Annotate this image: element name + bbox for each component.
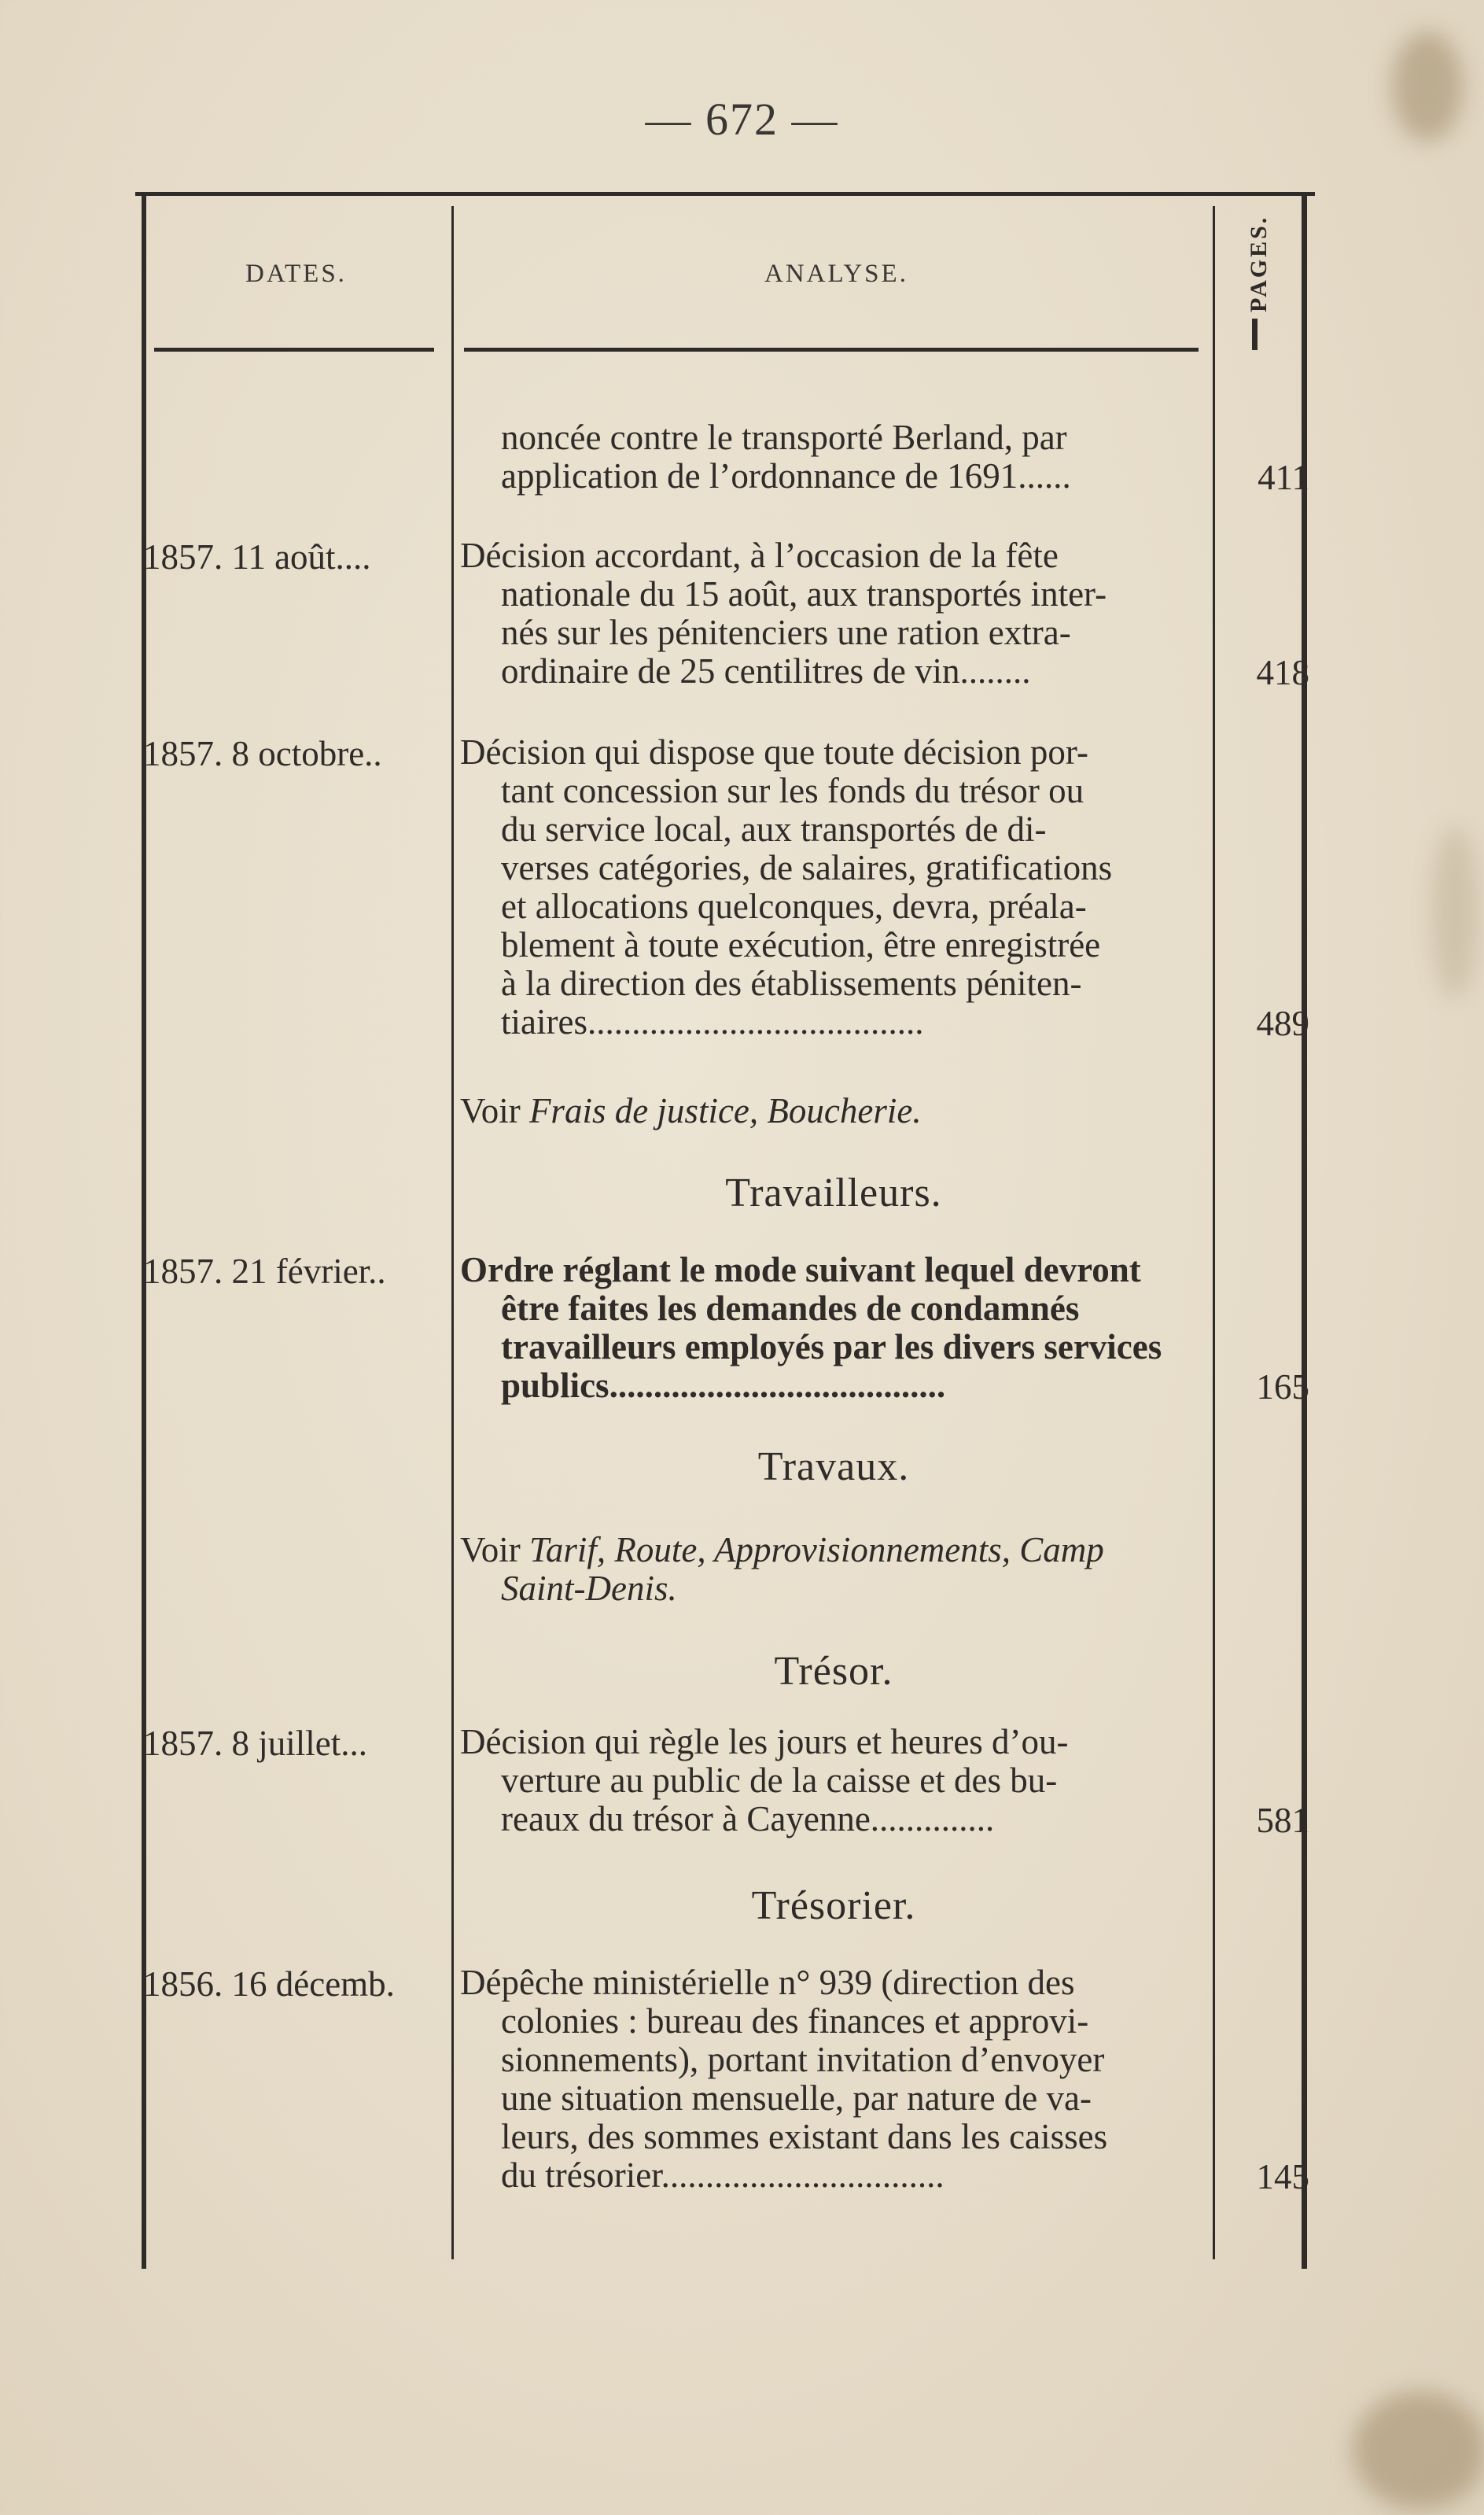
see-also-prefix: Voir	[460, 1530, 529, 1569]
entry-line: noncée contre le transporté Berland, par	[501, 419, 1067, 457]
paper-stain	[1353, 2391, 1484, 2509]
entry-date: 1857. 8 juillet...	[143, 1724, 367, 1763]
page-reference: 411	[1258, 458, 1309, 497]
entry-line: une situation mensuelle, par nature de va-	[501, 2079, 1092, 2118]
entry-line: blement à toute exécution, être enregistrée	[501, 926, 1101, 964]
entry-line: tiaires......................................	[501, 1003, 924, 1042]
entry-line: reaux du trésor à Cayenne..............	[501, 1800, 995, 1838]
entry-line: Décision accordant, à l’occasion de la fête	[460, 537, 1059, 575]
entry-date: 1857. 8 octobre..	[143, 734, 382, 773]
page-reference: 165	[1256, 1367, 1309, 1407]
entry-line: ordinaire de 25 centilitres de vin........	[501, 652, 1031, 691]
analysis-column-divider	[1213, 206, 1215, 2259]
entry-line: tant concession sur les fonds du trésor ou	[501, 772, 1084, 810]
see-also-reference: Frais de justice, Boucherie.	[528, 1091, 922, 1130]
entry-line: nationale du 15 août, aux transportés inter-	[501, 575, 1107, 614]
page-reference: 145	[1256, 2157, 1309, 2196]
page-reference: 581	[1256, 1801, 1309, 1840]
entry-date: 1856. 16 décemb.	[143, 1964, 395, 2004]
entry-analysis	[460, 419, 1207, 496]
entry-line: sionnements), portant invitation d’envoyer	[501, 2041, 1105, 2079]
page-reference: 418	[1256, 653, 1309, 692]
entry-line: du service local, aux transportés de di-	[501, 810, 1047, 849]
see-also-reference-continued: Saint-Denis.	[501, 1569, 677, 1608]
entry-line: et allocations quelconques, devra, préala-	[501, 887, 1087, 926]
entry-line: du trésorier................................	[501, 2156, 945, 2195]
page-number: — 672 —	[645, 94, 839, 145]
paper-stain	[1431, 826, 1478, 999]
entry-line: Décision qui dispose que toute décision por-	[460, 733, 1088, 772]
entry-analysis	[460, 1251, 1207, 1405]
header-underline-dates	[154, 348, 434, 352]
header-pages: PAGES.	[1246, 215, 1272, 312]
header-dates: DATES.	[245, 260, 347, 288]
see-also-reference: Tarif, Route, Approvisionnements, Camp	[528, 1530, 1104, 1569]
entry-line: verture au public de la caisse et des bu-	[501, 1761, 1058, 1800]
section-heading-tresor: Trésor.	[774, 1649, 893, 1694]
entry-line: verses catégories, de salaires, gratifications	[501, 849, 1113, 887]
entry-date: 1857. 11 août....	[143, 537, 371, 577]
entry-line: application de l’ordonnance de 1691......	[501, 457, 1071, 496]
entry-line: Ordre réglant le mode suivant lequel devront	[460, 1251, 1141, 1289]
table-left-rule	[142, 192, 146, 2269]
entry-analysis	[460, 1723, 1207, 1838]
header-analysis: ANALYSE.	[764, 260, 908, 288]
entry-line: nés sur les pénitenciers une ration extra-	[501, 614, 1071, 652]
entry-line: être faites les demandes de condamnés	[501, 1289, 1080, 1328]
see-also	[460, 1531, 1207, 1608]
see-also	[460, 1092, 1207, 1130]
entry-line: Décision qui règle les jours et heures d’ou-	[460, 1723, 1069, 1761]
entry-analysis	[460, 537, 1207, 691]
section-heading-tresorier: Trésorier.	[751, 1883, 916, 1928]
entry-line: colonies : bureau des finances et approvi-	[501, 2002, 1089, 2041]
entry-date: 1857. 21 février..	[143, 1252, 386, 1291]
section-heading-travaux: Travaux.	[757, 1444, 910, 1489]
entry-analysis	[460, 733, 1207, 1042]
entry-analysis	[460, 1964, 1207, 2195]
see-also-prefix: Voir	[460, 1091, 529, 1130]
entry-line: Dépêche ministérielle n° 939 (direction des	[460, 1964, 1075, 2002]
section-heading-travailleurs: Travailleurs.	[725, 1171, 942, 1215]
entry-line: à la direction des établissements péniten-	[501, 964, 1082, 1003]
header-underline-analysis	[464, 348, 1199, 352]
page-reference: 489	[1256, 1004, 1309, 1043]
entry-line: travailleurs employés par les divers services	[501, 1328, 1162, 1366]
dates-column-divider	[451, 206, 454, 2259]
entry-line: leurs, des sommes existant dans les caisses	[501, 2118, 1108, 2156]
table-top-rule	[135, 192, 1315, 196]
header-mark-pages	[1252, 319, 1258, 350]
entry-line: publics......................................	[501, 1366, 946, 1405]
table-right-rule	[1302, 192, 1307, 2269]
